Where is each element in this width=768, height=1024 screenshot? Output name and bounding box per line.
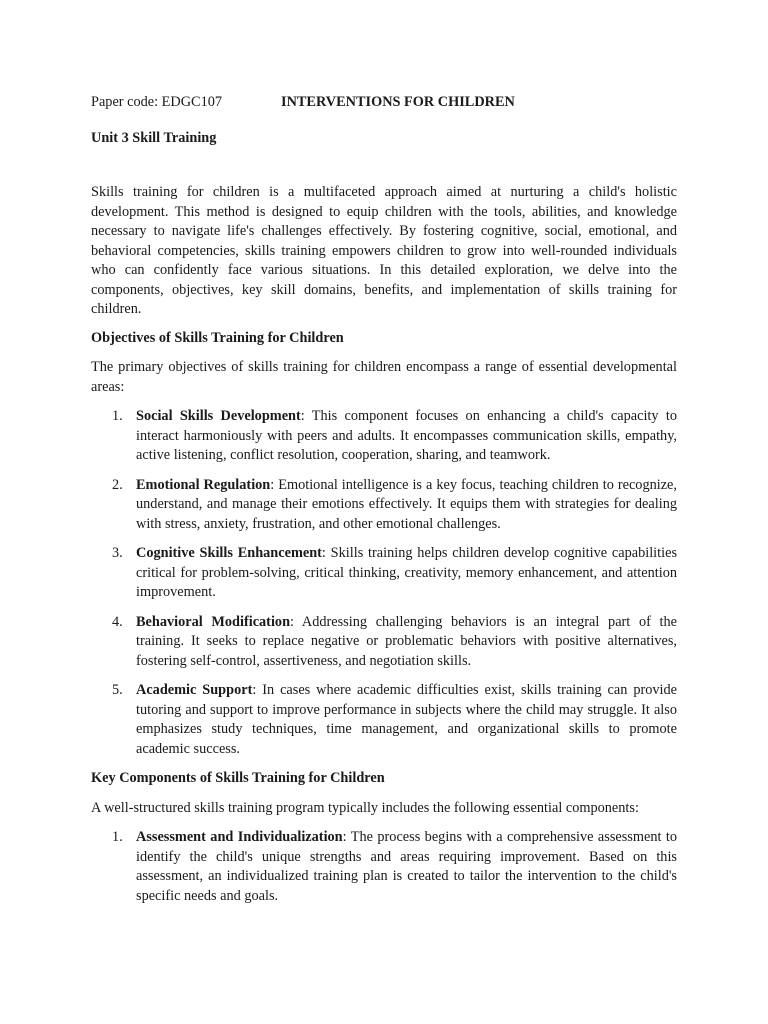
list-item	[91, 681, 677, 759]
list-number: 4.	[112, 613, 123, 630]
list-text: : Addressing challenging behaviors is an integral part of the training. It seeks to replace negative or problematic behaviors with positive alternatives, fostering self-control, assertiveness, and negotiation skills.	[136, 613, 677, 669]
list-term: Emotional Regulation	[136, 476, 271, 493]
list-number: 5.	[112, 682, 123, 698]
components-list	[91, 828, 677, 906]
objectives-list	[91, 407, 677, 759]
objectives-heading: Objectives of Skills Training for Children	[91, 329, 344, 346]
list-term: Behavioral Modification	[136, 613, 291, 630]
list-term: Social Skills Development	[136, 408, 301, 424]
list-term: Academic Support	[136, 682, 253, 698]
unit-title: Unit 3 Skill Training	[91, 129, 217, 146]
list-text: : In cases where academic difficulties exist, skills training can provide tutoring and support to improve performance in subjects where the child may struggle. It also emphasizes study techniques, time management, and organizational skills to promote academic success.	[136, 682, 678, 757]
intro-paragraph: Skills training for children is a multifaceted approach aimed at nurturing a child's holistic development. This method is designed to equip children with the tools, abilities, and knowledge necessary to navigate life's challenges effectively. By fostering cognitive, social, emotional, and behavioral competencies, skills training empowers children to grow into well-rounded individuals who can confidently face various situations. In this detailed exploration, we delve into the components, objectives, key skill domains, benefits, and implementation of skills training for children.	[91, 184, 677, 317]
list-text: : The process begins with a comprehensive assessment to identify the child's unique strengths and areas requiring improvement. Based on this assessment, an individualized training plan is created to tailor the intervention to the child's specific needs and goals.	[136, 829, 677, 904]
list-number: 1.	[112, 829, 123, 845]
components-lead: A well-structured skills training program typically includes the following essential components:	[91, 799, 639, 816]
components-heading: Key Components of Skills Training for Children	[91, 770, 385, 786]
list-item	[91, 613, 677, 672]
list-number: 1.	[112, 408, 123, 424]
document-header	[91, 93, 677, 113]
list-item	[91, 828, 677, 906]
list-term: Cognitive Skills Enhancement	[136, 545, 322, 561]
list-item	[91, 407, 677, 466]
list-text: : Emotional intelligence is a key focus, teaching children to recognize, understand, and manage their emotions effectively. It equips them with strategies for dealing with stress, anxiety, frustration, and other emotional challenges.	[136, 476, 677, 532]
list-text: : Skills training helps children develop cognitive capabilities critical for problem-solving, critical thinking, creativity, memory enhancement, and attention improvement.	[136, 545, 678, 600]
paper-code: Paper code: EDGC107	[91, 94, 223, 110]
list-text: : This component focuses on enhancing a child's capacity to interact harmoniously with peers and adults. It encompasses communication skills, empathy, active listening, conflict resolution, cooperation, sharing, and teamwork.	[136, 408, 677, 463]
course-title: INTERVENTIONS FOR CHILDREN	[281, 94, 515, 110]
list-number: 3.	[112, 545, 123, 561]
list-item	[91, 476, 677, 535]
document-body	[91, 93, 677, 906]
list-term: Assessment and Individualization	[136, 829, 343, 845]
list-item	[91, 544, 677, 603]
list-number: 2.	[112, 476, 123, 493]
objectives-lead: The primary objectives of skills training for children encompass a range of essential developmental areas:	[91, 359, 677, 395]
